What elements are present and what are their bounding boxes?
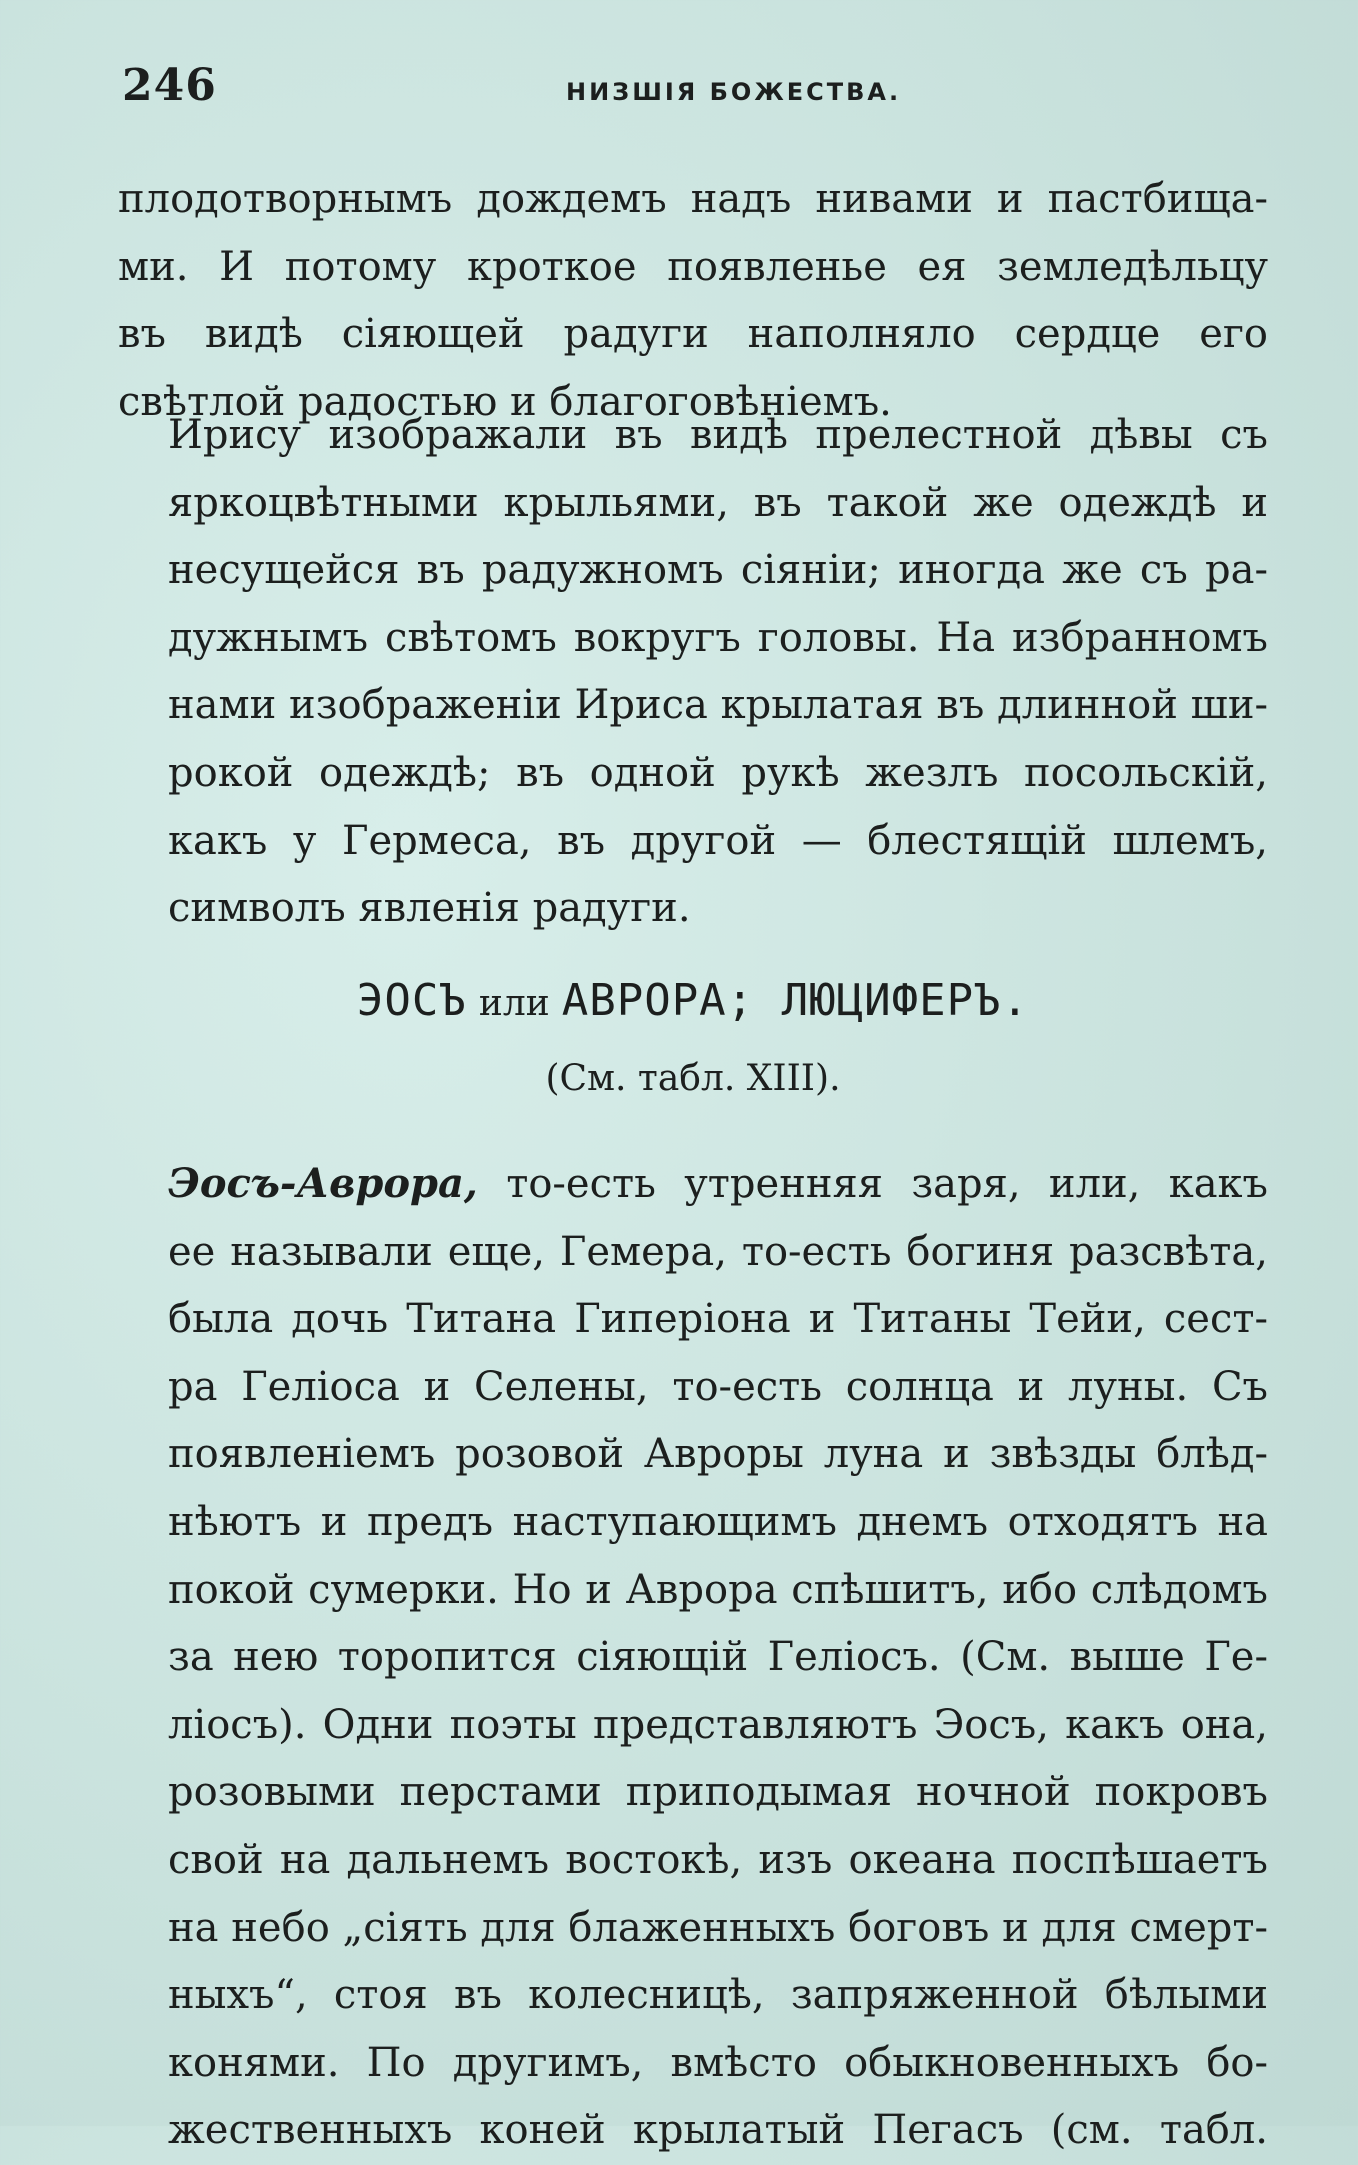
text-line: яркоцвѣтными крыльями, въ такой же одеждѣ и — [168, 479, 1268, 526]
text-line: несущейся въ радужномъ сіяніи; иногда же съ ра- — [168, 547, 1268, 594]
text-line: какъ у Гермеса, въ другой — блестящій шлемъ, — [168, 817, 1268, 864]
text-line: свой на дальнемъ востокѣ, изъ океана поспѣшаетъ — [168, 1836, 1268, 1883]
text-line: въ видѣ сіяющей радуги наполняло сердце его — [118, 311, 1268, 358]
section-heading — [118, 975, 1268, 1026]
text-line: дужнымъ свѣтомъ вокругъ головы. На избранномъ — [168, 614, 1268, 661]
page-number: 246 — [122, 60, 217, 111]
text-line: розовыми перстами приподымая ночной покровъ — [168, 1769, 1268, 1816]
text-line: была дочь Титана Гиперіона и Титаны Тейи, сест- — [168, 1296, 1268, 1343]
text-line: рокой одеждѣ; въ одной рукѣ жезлъ посольскій, — [168, 749, 1268, 796]
running-title: НИЗШІЯ БОЖЕСТВА. — [566, 78, 902, 106]
text-line: нами изображеніи Ириса крылатая въ длинной ши- — [168, 682, 1268, 729]
text-line — [118, 1150, 1268, 1219]
paragraph-iris-end — [118, 166, 1268, 436]
paragraph-iris-depiction — [118, 402, 1268, 943]
text-line: ліосъ). Одни поэты представляютъ Эосъ, какъ она, — [168, 1701, 1268, 1748]
text-span: то-есть утренняя заря, или, какъ — [506, 1161, 1268, 1207]
text-line: ра Геліоса и Селены, то-есть солнца и луны. Съ — [168, 1363, 1268, 1410]
paragraph-eos-aurora — [118, 1150, 1268, 2165]
text-line: жественныхъ коней крылатый Пегасъ (см. табл. — [168, 2107, 1268, 2154]
heading-aurora-lucifer: АВРОРА; ЛЮЦИФЕРЪ. — [561, 975, 1030, 1026]
text-line: ее называли еще, Гемера, то-есть богиня разсвѣта, — [168, 1228, 1268, 1275]
text-line: Ирису изображали въ видѣ прелестной дѣвы съ — [168, 412, 1268, 458]
text-line: появленіемъ розовой Авроры луна и звѣзды блѣд- — [168, 1431, 1268, 1478]
heading-connector: или — [478, 983, 550, 1024]
text-line: ми. И потому кроткое появленье ея земледѣльцу — [118, 243, 1268, 290]
text-line: за нею торопится сіяющій Геліосъ. (См. выше Ге- — [168, 1634, 1268, 1681]
text-line: конями. По другимъ, вмѣсто обыкновенныхъ бо- — [168, 2039, 1268, 2086]
text-line: плодотворнымъ дождемъ надъ нивами и пастбища- — [118, 176, 1268, 222]
text-line: ныхъ“, стоя въ колесницѣ, запряженной бѣлыми — [168, 1972, 1268, 2019]
lead-term: Эосъ-Аврора, — [168, 1160, 478, 1207]
table-reference: (См. табл. XIII). — [545, 1058, 841, 1099]
heading-eos: ЭОСЪ — [356, 975, 467, 1026]
text-line: свѣтлой радостью и благоговѣніемъ. — [118, 378, 892, 425]
running-head — [118, 52, 1268, 122]
text-line: символъ явленія радуги. — [168, 885, 691, 932]
text-line: нѣютъ и предъ наступающимъ днемъ отходятъ на — [168, 1498, 1268, 1545]
text-line: покой сумерки. Но и Аврора спѣшитъ, ибо слѣдомъ — [168, 1566, 1268, 1613]
text-line: на небо „сіять для блаженныхъ боговъ и для смерт- — [168, 1904, 1268, 1951]
